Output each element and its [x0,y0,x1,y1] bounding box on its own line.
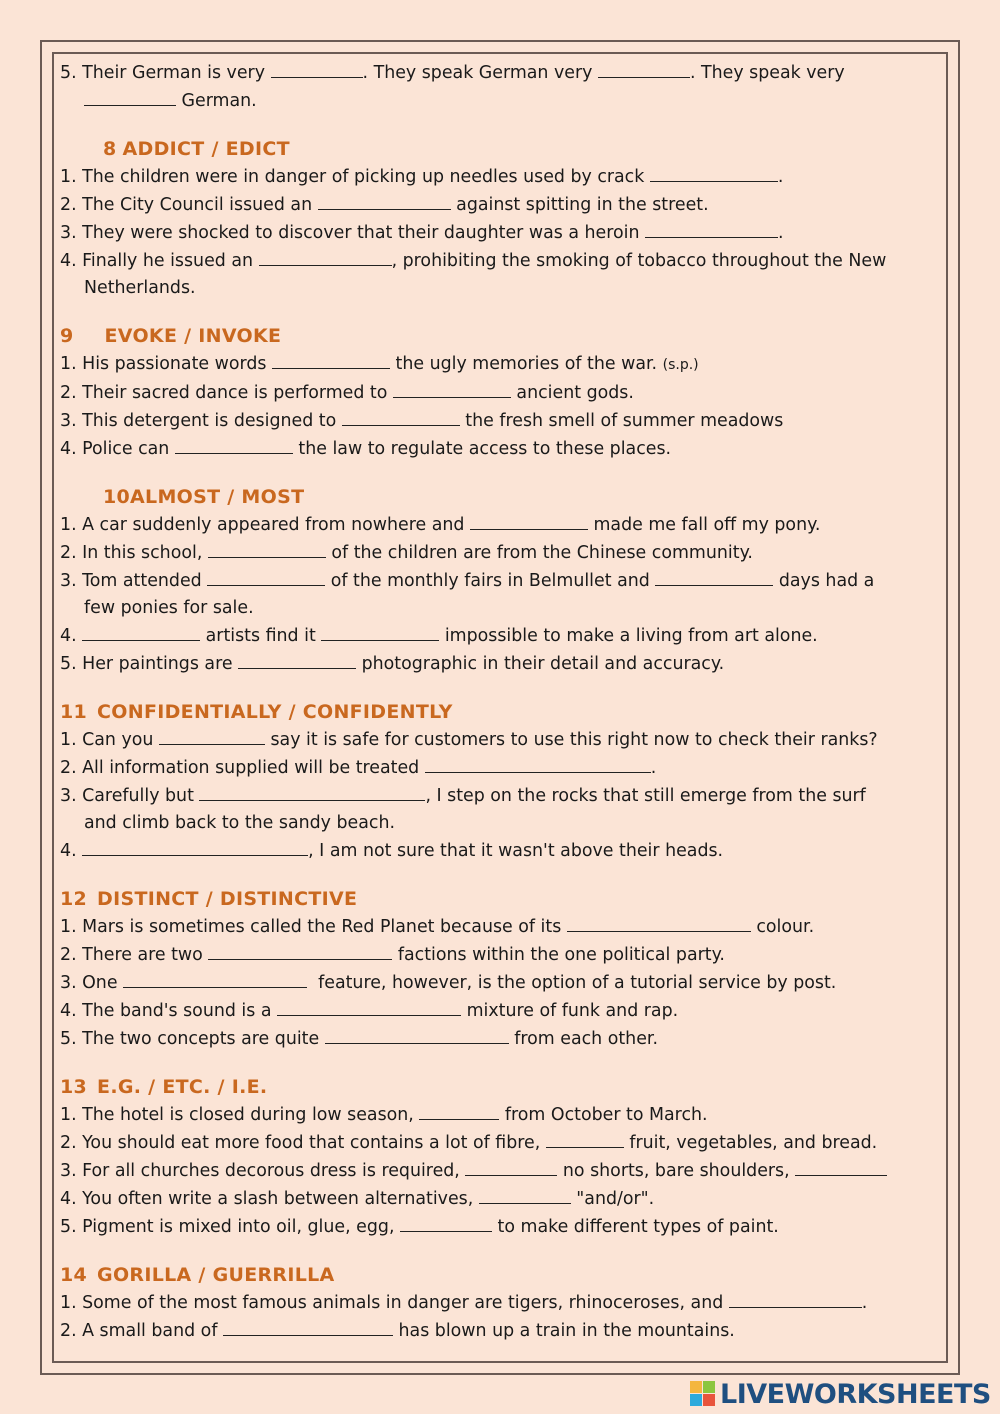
question-text: 2. A small band of [60,1321,223,1341]
question-text: 4. Finally he issued an [60,251,259,271]
answer-blank[interactable] [325,1025,509,1044]
answer-blank[interactable] [259,247,392,266]
question-text: of the children are from the Chinese community. [325,543,753,563]
liveworksheets-logo[interactable] [690,1378,991,1410]
question-line [60,59,940,87]
answer-blank[interactable] [321,622,439,641]
question-continuation [60,595,940,622]
question-text: fruit, vegetables, and bread. [623,1133,878,1153]
answer-blank[interactable] [82,622,200,641]
section-number: 13 [60,1076,88,1098]
question-text: 2. There are two [60,945,209,965]
answer-blank[interactable] [400,1213,492,1232]
question-text: 2. Their sacred dance is performed to [60,383,393,403]
question-continuation [60,810,940,837]
answer-blank[interactable] [159,726,265,745]
question-line [60,913,940,941]
question-text: 4. [60,626,83,646]
question-text: 2. The City Council issued an [60,195,318,215]
question-line [60,941,940,969]
question-line [60,969,940,997]
section-number: 11 [60,701,88,723]
answer-blank[interactable] [342,407,460,426]
question-line [60,219,940,247]
question-line [60,1185,940,1213]
question-text: 5. Pigment is mixed into oil, glue, egg, [60,1217,401,1237]
question-text: to make different types of paint. [492,1217,779,1237]
question-text: against spitting in the street. [450,195,709,215]
answer-blank[interactable] [175,435,293,454]
question-text: the fresh smell of summer meadows [459,411,784,431]
question-text: impossible to make a living from art alone. [439,626,818,646]
question-line [60,1025,940,1053]
section-heading [60,1074,940,1101]
question-text: 2. All information supplied will be treated [60,758,425,778]
section-number: 10 [103,486,131,508]
question-continuation [60,275,940,302]
question-text: Netherlands. [84,278,196,298]
answer-blank[interactable] [393,379,511,398]
question-line [60,726,940,754]
answer-blank[interactable] [207,567,325,586]
question-text: colour. [750,917,815,937]
answer-blank[interactable] [271,59,363,78]
question-line [60,379,940,407]
question-text: days had a [773,571,875,591]
answer-blank[interactable] [425,754,651,773]
answer-blank[interactable] [470,511,588,530]
question-line [60,1101,940,1129]
question-line [60,1289,940,1317]
question-text: . [650,758,657,778]
question-text: has blown up a train in the mountains. [392,1321,735,1341]
question-text: of the monthly fairs in Belmullet and [325,571,656,591]
question-text: . [778,223,784,243]
question-text: "and/or". [570,1189,655,1209]
answer-blank[interactable] [655,567,773,586]
question-text: . They speak German very [362,63,598,83]
question-text: 4. You often write a slash between alternatives, [60,1189,479,1209]
question-line [60,407,940,435]
question-text: feature, however, is the option of a tutorial service by post. [307,973,837,993]
question-text: and climb back to the sandy beach. [84,813,395,833]
question-line [60,1317,940,1345]
question-text: . They speak very [689,63,845,83]
question-line [60,997,940,1025]
question-text: 4. The band's sound is a [60,1001,278,1021]
question-text: mixture of funk and rap. [461,1001,679,1021]
section-number: 14 [60,1264,88,1286]
question-text: from each other. [508,1029,658,1049]
logo-text: LIVEWORKSHEETS [720,1378,991,1410]
answer-blank[interactable] [598,59,690,78]
worksheet-content [60,59,940,1345]
question-text: 5. Their German is very [60,63,271,83]
question-line [60,782,940,810]
question-text: no shorts, bare shoulders, [557,1161,796,1181]
question-line [60,539,940,567]
section-number: 8 [103,138,117,160]
question-text: 3. For all churches decorous dress is required, [60,1161,466,1181]
section-title: CONFIDENTIALLY / CONFIDENTLY [97,701,453,723]
answer-blank[interactable] [223,1317,393,1336]
question-text: 5. The two concepts are quite [60,1029,325,1049]
section-heading [60,1262,940,1289]
question-line [60,622,940,650]
question-text: photographic in their detail and accuracy. [356,654,725,674]
question-text: few ponies for sale. [84,598,254,618]
answer-blank[interactable] [729,1289,862,1308]
question-line [60,247,940,275]
question-text: 5. Her paintings are [60,654,239,674]
section-heading [60,886,940,913]
answer-blank[interactable] [567,913,751,932]
question-line [60,1213,940,1241]
section-title: DISTINCT / DISTINCTIVE [97,888,358,910]
question-line [60,1129,940,1157]
question-text: 1. The children were in danger of picking up needles used by crack [60,167,650,187]
question-text: 1. Can you [60,730,159,750]
question-text: . [861,1293,868,1313]
section-number: 9 [60,325,74,347]
question-text: 2. You should eat more food that contains a lot of fibre, [60,1133,546,1153]
question-line [60,191,940,219]
question-line [60,650,940,678]
live-logo-icon [690,1381,716,1407]
answer-blank[interactable] [650,163,778,182]
answer-blank[interactable] [645,219,778,238]
answer-blank[interactable] [465,1157,557,1176]
question-text: 1. Mars is sometimes called the Red Planet because of its [60,917,567,937]
section-title: ADDICT / EDICT [122,138,290,160]
answer-blank[interactable] [318,191,451,210]
section-title: EVOKE / INVOKE [104,325,282,347]
answer-blank[interactable] [546,1129,624,1148]
section-title: E.G. / ETC. / I.E. [97,1076,268,1098]
question-line [60,837,940,865]
answer-blank[interactable] [272,350,390,369]
question-text: 1. A car suddenly appeared from nowhere and [60,515,470,535]
question-line [60,567,940,595]
section-heading [60,323,940,350]
question-text: made me fall off my pony. [587,515,821,535]
question-text: 1. The hotel is closed during low season, [60,1105,420,1125]
hint-text: (s.p.) [662,357,699,373]
answer-blank[interactable] [82,837,308,856]
question-text: from October to March. [499,1105,708,1125]
question-text: , prohibiting the smoking of tobacco throughout the New [391,251,887,271]
question-text: , I step on the rocks that still emerge from the surf [425,786,866,806]
answer-blank[interactable] [277,997,461,1016]
question-text: 3. This detergent is designed to [60,411,342,431]
question-text: the ugly memories of the war. [389,354,663,374]
question-text: 3. Tom attended [60,571,208,591]
question-text: artists find it [200,626,322,646]
question-line [60,511,940,539]
answer-blank[interactable] [238,650,356,669]
answer-blank[interactable] [419,1101,499,1120]
answer-blank[interactable] [795,1157,887,1176]
question-text: 3. They were shocked to discover that their daughter was a heroin [60,223,646,243]
question-line [60,1157,940,1185]
answer-blank[interactable] [123,969,307,988]
answer-blank[interactable] [199,782,425,801]
section-title: GORILLA / GUERRILLA [97,1264,335,1286]
question-line [60,435,940,463]
question-continuation [60,87,940,115]
question-line [60,163,940,191]
answer-blank[interactable] [208,539,326,558]
section-heading [60,699,940,726]
question-text: say it is safe for customers to use this right now to check their ranks? [264,730,878,750]
question-text: German. [176,91,257,111]
section-title: ALMOST / MOST [130,486,305,508]
question-text: 2. In this school, [60,543,208,563]
question-text: 3. One [60,973,124,993]
question-text: . [777,167,784,187]
section-number: 12 [60,888,88,910]
question-line [60,350,940,379]
answer-blank[interactable] [84,87,176,106]
question-text: the law to regulate access to these places. [292,439,672,459]
question-text: factions within the one political party. [392,945,725,965]
question-text: 1. His passionate words [60,354,272,374]
section-heading [60,136,940,163]
question-text: ancient gods. [510,383,634,403]
question-text: 4. [60,841,83,861]
question-line [60,754,940,782]
section-heading [60,484,940,511]
question-text: , I am not sure that it wasn't above their heads. [308,841,724,861]
question-text: 1. Some of the most famous animals in danger are tigers, rhinoceroses, and [60,1293,729,1313]
answer-blank[interactable] [479,1185,571,1204]
question-text: 3. Carefully but [60,786,200,806]
answer-blank[interactable] [208,941,392,960]
question-text: 4. Police can [60,439,175,459]
